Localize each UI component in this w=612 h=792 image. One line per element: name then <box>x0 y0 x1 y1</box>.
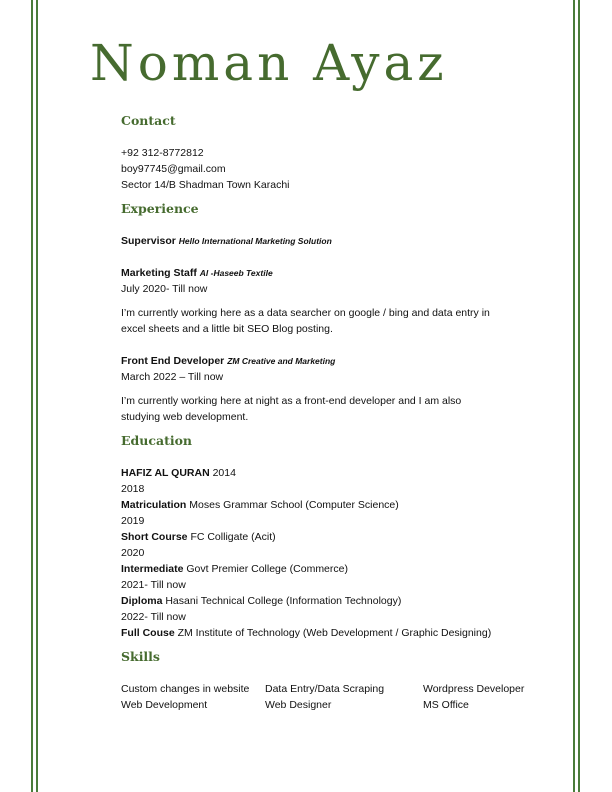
contact-heading: Contact <box>121 113 176 128</box>
job-org: Hello International Marketing Solution <box>178 236 332 246</box>
education-detail: Govt Premier College (Commerce) <box>186 563 348 575</box>
education-title: Diploma <box>121 595 163 607</box>
education-title: Intermediate <box>121 563 184 575</box>
education-detail: 2014 <box>212 467 236 479</box>
skills-grid <box>121 681 541 713</box>
job-dates: July 2020- Till now <box>121 283 208 295</box>
contact-phone: +92 312-8772812 <box>121 147 204 159</box>
right-border-outer <box>578 0 580 792</box>
education-entry <box>121 529 541 545</box>
left-border-outer <box>31 0 33 792</box>
job-title: Front End Developer <box>121 355 225 367</box>
job-supervisor <box>121 233 541 249</box>
job-title: Supervisor <box>121 235 176 247</box>
education-entry <box>121 593 541 609</box>
skill-item: Custom changes in website <box>121 683 250 695</box>
skill-item: Web Designer <box>265 699 332 711</box>
job-title: Marketing Staff <box>121 267 197 279</box>
job-front-end-developer <box>121 353 541 369</box>
skills-heading: Skills <box>121 649 160 664</box>
education-detail: ZM Institute of Technology (Web Development / Graphic Designing) <box>177 627 492 639</box>
contact-address: Sector 14/B Shadman Town Karachi <box>121 179 290 191</box>
skill-item: Data Entry/Data Scraping <box>265 683 385 695</box>
education-entry <box>121 561 541 577</box>
education-year: 2021- Till now <box>121 579 186 591</box>
education-title: Full Couse <box>121 627 175 639</box>
education-title: HAFIZ AL QURAN <box>121 467 210 479</box>
job-org: Al -Haseeb Textile <box>199 268 273 278</box>
right-border-inner <box>573 0 575 792</box>
education-entry <box>121 625 541 641</box>
education-title: Matriculation <box>121 499 187 511</box>
education-entry <box>121 465 541 481</box>
education-title: Short Course <box>121 531 188 543</box>
job-description: I’m currently working here at night as a front-end developer and I am also studying web development. <box>121 395 462 423</box>
education-entry <box>121 497 541 513</box>
job-description: I’m currently working here as a data searcher on google / bing and data entry in excel sheets and a little bit SEO Blog posting. <box>121 307 490 335</box>
education-year: 2022- Till now <box>121 611 186 623</box>
job-dates: March 2022 – Till now <box>121 371 224 383</box>
left-border-inner <box>36 0 38 792</box>
resume-body <box>121 113 541 713</box>
education-detail: FC Colligate (Acit) <box>190 531 276 543</box>
skill-item: MS Office <box>423 699 469 711</box>
job-org: ZM Creative and Marketing <box>227 356 336 366</box>
education-detail: Moses Grammar School (Computer Science) <box>189 499 399 511</box>
skill-item: Web Development <box>121 699 208 711</box>
job-marketing-staff <box>121 265 541 281</box>
education-year: 2019 <box>121 515 145 527</box>
education-heading: Education <box>121 433 193 448</box>
contact-email: boy97745@gmail.com <box>121 163 226 175</box>
education-year: 2018 <box>121 483 145 495</box>
skill-item: Wordpress Developer <box>423 683 525 695</box>
education-year: 2020 <box>121 547 145 559</box>
resume-name: Noman Ayaz <box>90 34 448 92</box>
education-detail: Hasani Technical College (Information Technology) <box>165 595 402 607</box>
experience-heading: Experience <box>121 201 199 216</box>
